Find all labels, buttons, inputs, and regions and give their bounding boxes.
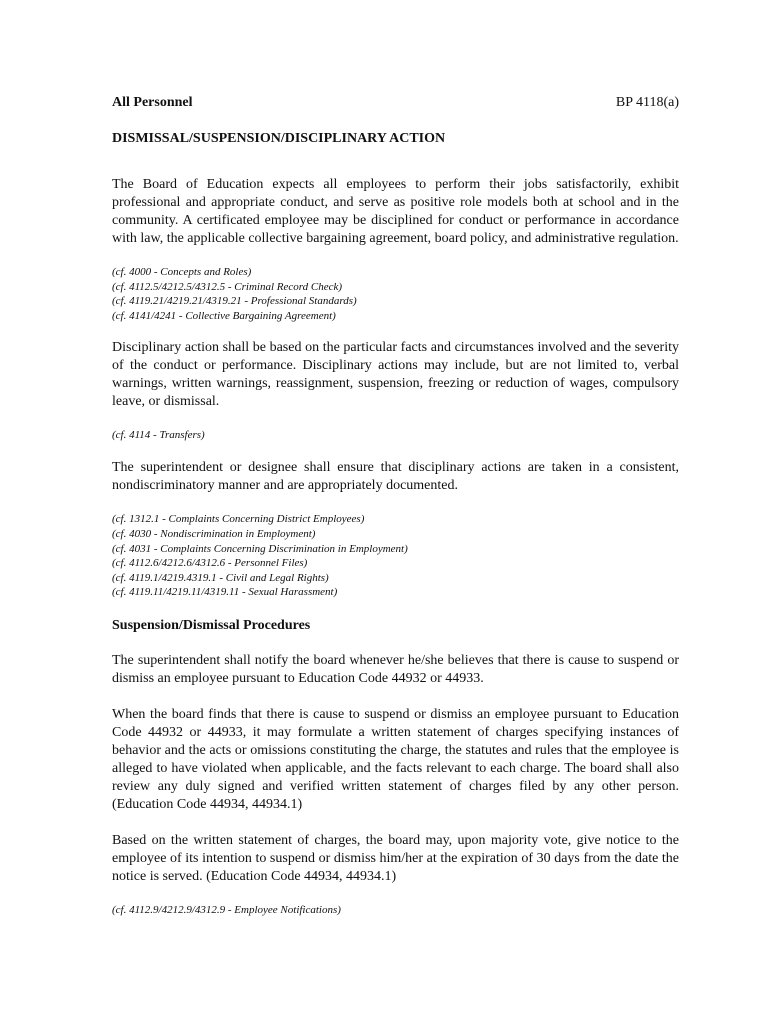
document-page (112, 90, 679, 917)
cross-reference: (cf. 4112.5/4212.5/4312.5 - Criminal Record Check) (112, 280, 343, 293)
document-header (112, 94, 679, 112)
paragraph-notice-of-intention: Based on the written statement of charges, the board may, upon majority vote, give notice to the employee of its intention to suspend or dismiss him/her at the expiration of 30 days from the date the notice is served. (Education Code 44934, 44934.1) (112, 832, 679, 884)
section-heading: Suspension/Dismissal Procedures (112, 617, 311, 633)
paragraph-consistency: The superintendent or designee shall ensure that disciplinary actions are taken in a consistent, nondiscriminatory manner and are appropriately documented. (112, 460, 679, 494)
paragraph-disciplinary-basis: Disciplinary action shall be based on the particular facts and circumstances involved and the severity of the conduct or performance. Disciplinary actions may include, but are not limited to, verbal warnings, written warnings, reassignment, suspension, freezing or reduction of wages, compulsory leave, or dismissal. (112, 340, 679, 410)
paragraph-board-expectations: The Board of Education expects all employees to perform their jobs satisfactorily, exhibit professional and appropriate conduct, and serve as positive role models both at school and in the community. A certificated employee may be disciplined for conduct or performance in accordance with law, the applicable collective bargaining agreement, board policy, and administrative regulation. (112, 177, 679, 246)
cross-reference: (cf. 4141/4241 - Collective Bargaining Agreement) (112, 309, 336, 322)
cross-reference-list (112, 265, 679, 323)
page-title: DISMISSAL/SUSPENSION/DISCIPLINARY ACTION (112, 131, 446, 146)
cross-reference: (cf. 4119.11/4219.11/4319.11 - Sexual Harassment) (112, 586, 338, 599)
cross-reference: (cf. 4119.21/4219.21/4319.21 - Professional Standards) (112, 295, 357, 308)
paragraph-notify-board: The superintendent shall notify the board whenever he/she believes that there is cause to suspend or dismiss an employee pursuant to Education Code 44932 or 44933. (112, 652, 679, 686)
cross-reference: (cf. 4112.6/4212.6/4312.6 - Personnel Files) (112, 557, 308, 570)
paragraph-statement-of-charges: When the board finds that there is cause to suspend or dismiss an employee pursuant to Education Code 44932 or 44933, it may formulate a written statement of charges specifying instances of behavior and the acts or omissions constituting the charge, the statutes and rules that the employee is alleged to have violated when applicable, and the facts relevant to each charge. The board shall also review any duly signed and verified written statement of charges filed by any other person. (Education Code 44934, 44934.1) (112, 706, 679, 812)
cross-reference: (cf. 1312.1 - Complaints Concerning District Employees) (112, 513, 365, 526)
cross-reference: (cf. 4031 - Complaints Concerning Discrimination in Employment) (112, 542, 408, 555)
header-category: All Personnel (112, 95, 193, 110)
cross-reference: (cf. 4030 - Nondiscrimination in Employment) (112, 527, 316, 540)
cross-reference: (cf. 4119.1/4219.4319.1 - Civil and Legal Rights) (112, 571, 329, 584)
cross-reference: (cf. 4114 - Transfers) (112, 429, 205, 442)
cross-reference-list (112, 512, 679, 600)
policy-number: BP 4118(a) (615, 95, 679, 110)
cross-reference: (cf. 4112.9/4212.9/4312.9 - Employee Notifications) (112, 903, 341, 916)
cross-reference: (cf. 4000 - Concepts and Roles) (112, 266, 252, 278)
